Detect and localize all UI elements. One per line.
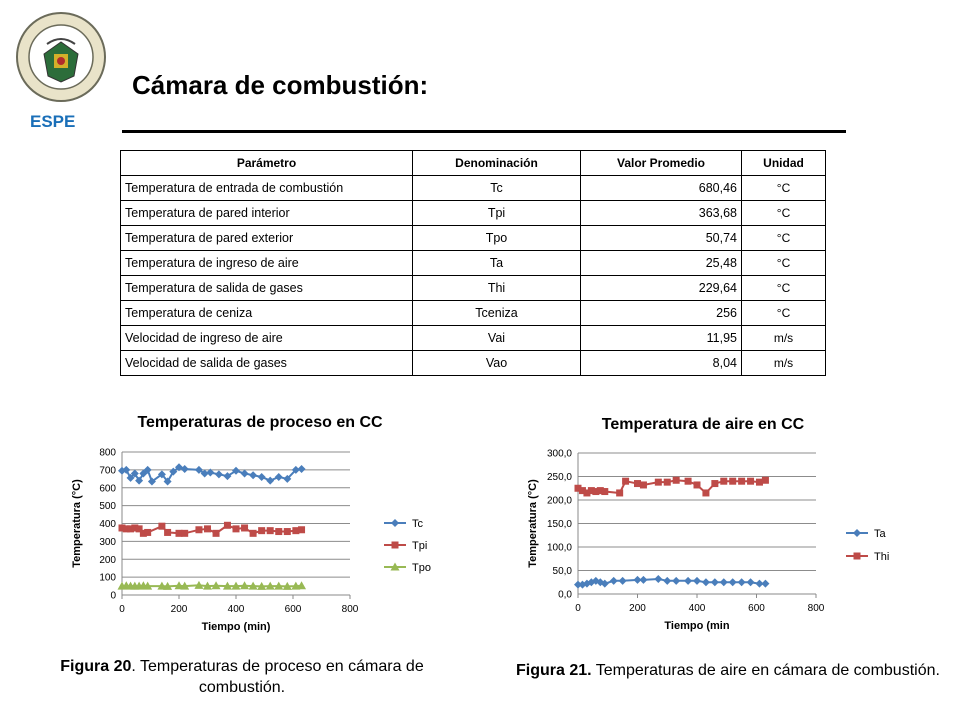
legend-marker bbox=[854, 553, 861, 560]
cell-valor: 363,68 bbox=[581, 201, 742, 226]
x-axis-label: Tiempo (min) bbox=[201, 621, 271, 633]
chart1-title: Temperaturas de proceso en CC bbox=[137, 414, 383, 431]
y-tick-label: 200 bbox=[99, 554, 116, 566]
data-point-ta bbox=[702, 578, 710, 586]
cell-valor: 8,04 bbox=[581, 351, 742, 376]
cell-parametro: Temperatura de entrada de combustión bbox=[121, 176, 413, 201]
data-point-tpi bbox=[250, 530, 257, 537]
figure-20-caption bbox=[20, 656, 464, 698]
y-tick-label: 200,0 bbox=[546, 495, 572, 507]
data-point-ta bbox=[711, 578, 719, 586]
data-point-ta bbox=[684, 577, 692, 585]
x-tick-label: 200 bbox=[170, 604, 188, 615]
figure-20-label: Figura 20 bbox=[60, 658, 132, 675]
data-point-tpi bbox=[298, 526, 305, 533]
cell-valor: 25,48 bbox=[581, 251, 742, 276]
cell-unidad: m/s bbox=[742, 351, 826, 376]
legend-label: Thi bbox=[874, 551, 890, 563]
data-point-thi bbox=[694, 481, 701, 488]
y-tick-label: 600 bbox=[99, 483, 116, 495]
header-denominacion: Denominación bbox=[413, 151, 581, 176]
y-tick-label: 100,0 bbox=[546, 542, 572, 554]
parameters-table bbox=[120, 150, 826, 376]
cell-parametro: Temperatura de pared exterior bbox=[121, 226, 413, 251]
y-tick-label: 400 bbox=[99, 519, 116, 530]
data-point-tc bbox=[249, 471, 257, 479]
data-point-thi bbox=[655, 479, 662, 486]
data-point-ta bbox=[619, 577, 627, 585]
data-point-tc bbox=[266, 477, 274, 485]
cell-parametro: Temperatura de ingreso de aire bbox=[121, 251, 413, 276]
x-tick-label: 0 bbox=[575, 603, 581, 614]
cell-unidad: °C bbox=[742, 226, 826, 251]
page-title: Cámara de combustión: bbox=[132, 70, 429, 100]
cell-unidad: °C bbox=[742, 301, 826, 326]
y-tick-label: 800 bbox=[99, 447, 116, 459]
x-tick-label: 600 bbox=[748, 603, 765, 614]
cell-denominacion: Tpi bbox=[413, 201, 581, 226]
data-point-ta bbox=[693, 577, 701, 585]
x-axis-label: Tiempo (min bbox=[664, 620, 730, 632]
data-point-tpi bbox=[144, 529, 151, 536]
data-point-thi bbox=[729, 478, 736, 485]
data-point-thi bbox=[711, 480, 718, 487]
cell-parametro: Velocidad de salida de gases bbox=[121, 351, 413, 376]
figure-21-label: Figura 21. bbox=[516, 662, 592, 679]
x-tick-label: 200 bbox=[629, 603, 646, 614]
header-parametro: Parámetro bbox=[121, 151, 413, 176]
table-row bbox=[121, 201, 826, 226]
data-point-ta bbox=[639, 576, 647, 584]
data-point-thi bbox=[747, 478, 754, 485]
data-point-tpi bbox=[224, 522, 231, 529]
x-tick-label: 400 bbox=[688, 603, 706, 614]
legend-marker bbox=[853, 529, 861, 537]
table-row bbox=[121, 326, 826, 351]
legend-label: Ta bbox=[874, 528, 886, 540]
cell-valor: 229,64 bbox=[581, 276, 742, 301]
data-point-thi bbox=[664, 479, 671, 486]
table-row bbox=[121, 226, 826, 251]
org-abbrev: ESPE bbox=[30, 112, 76, 131]
data-point-tpi bbox=[158, 523, 165, 530]
legend-label: Tpo bbox=[412, 562, 431, 574]
data-point-tpi bbox=[181, 530, 188, 537]
data-point-thi bbox=[738, 478, 745, 485]
data-point-tc bbox=[275, 473, 283, 481]
y-tick-label: 0 bbox=[110, 590, 116, 602]
cell-denominacion: Ta bbox=[413, 251, 581, 276]
espe-logo bbox=[14, 10, 108, 104]
table-row bbox=[121, 176, 826, 201]
data-point-thi bbox=[685, 478, 692, 485]
cell-unidad: °C bbox=[742, 201, 826, 226]
cell-parametro: Temperatura de salida de gases bbox=[121, 276, 413, 301]
data-point-thi bbox=[673, 477, 680, 484]
x-tick-label: 800 bbox=[341, 604, 359, 615]
data-point-tpi bbox=[204, 525, 211, 532]
cell-unidad: m/s bbox=[742, 326, 826, 351]
y-tick-label: 300,0 bbox=[546, 448, 572, 460]
y-tick-label: 100 bbox=[99, 572, 116, 584]
cell-valor: 256 bbox=[581, 301, 742, 326]
header-valor-promedio: Valor Promedio bbox=[581, 151, 742, 176]
cell-parametro: Velocidad de ingreso de aire bbox=[121, 326, 413, 351]
data-point-tpi bbox=[233, 525, 240, 532]
cell-denominacion: Tceniza bbox=[413, 301, 581, 326]
legend-label: Tpi bbox=[412, 540, 428, 552]
x-tick-label: 400 bbox=[227, 604, 245, 615]
cell-parametro: Temperatura de ceniza bbox=[121, 301, 413, 326]
data-point-thi bbox=[720, 478, 727, 485]
data-point-thi bbox=[640, 481, 647, 488]
data-point-tpi bbox=[284, 528, 291, 535]
data-point-thi bbox=[702, 489, 709, 496]
x-tick-label: 600 bbox=[284, 604, 302, 615]
data-point-ta bbox=[720, 578, 728, 586]
y-tick-label: 50,0 bbox=[552, 566, 572, 577]
x-tick-label: 0 bbox=[119, 604, 125, 615]
data-point-ta bbox=[738, 578, 746, 586]
cell-denominacion: Tpo bbox=[413, 226, 581, 251]
cell-unidad: °C bbox=[742, 251, 826, 276]
figure-21-caption bbox=[510, 660, 946, 681]
data-point-ta bbox=[654, 575, 662, 583]
data-point-ta bbox=[610, 577, 618, 585]
table-row bbox=[121, 301, 826, 326]
data-point-ta bbox=[761, 580, 769, 588]
y-tick-label: 500 bbox=[99, 501, 116, 513]
data-point-tc bbox=[298, 465, 306, 473]
legend-marker bbox=[391, 519, 399, 527]
data-point-tpi bbox=[164, 529, 171, 536]
y-axis-label: Temperatura (°C) bbox=[527, 479, 539, 568]
cell-unidad: °C bbox=[742, 176, 826, 201]
table-row bbox=[121, 276, 826, 301]
cell-valor: 11,95 bbox=[581, 326, 742, 351]
data-point-tpi bbox=[258, 527, 265, 534]
air-temperature-chart bbox=[490, 440, 930, 645]
data-point-tc bbox=[258, 473, 266, 481]
data-point-thi bbox=[601, 488, 608, 495]
x-tick-label: 800 bbox=[807, 603, 825, 614]
title-divider bbox=[122, 130, 846, 133]
cell-denominacion: Vai bbox=[413, 326, 581, 351]
data-point-ta bbox=[672, 577, 680, 585]
data-point-thi bbox=[622, 478, 629, 485]
cell-valor: 680,46 bbox=[581, 176, 742, 201]
y-tick-label: 250,0 bbox=[546, 472, 572, 483]
y-axis-label: Temperatura (°C) bbox=[71, 479, 83, 568]
figure-20-text: . Temperaturas de proceso en cámara de combustión. bbox=[131, 658, 424, 696]
cell-parametro: Temperatura de pared interior bbox=[121, 201, 413, 226]
data-point-tpi bbox=[195, 526, 202, 533]
table-row bbox=[121, 351, 826, 376]
data-point-ta bbox=[663, 577, 671, 585]
cell-unidad: °C bbox=[742, 276, 826, 301]
data-point-ta bbox=[747, 578, 755, 586]
legend-label: Tc bbox=[412, 518, 423, 530]
data-point-tpi bbox=[267, 527, 274, 534]
y-tick-label: 300 bbox=[99, 536, 116, 548]
data-point-ta bbox=[729, 578, 737, 586]
chart2-title: Temperatura de aire en CC bbox=[601, 416, 805, 433]
legend-marker bbox=[392, 542, 399, 549]
y-tick-label: 150,0 bbox=[546, 519, 572, 530]
data-point-tpi bbox=[213, 530, 220, 537]
process-temperature-chart bbox=[60, 440, 480, 645]
table-row bbox=[121, 251, 826, 276]
cell-denominacion: Vao bbox=[413, 351, 581, 376]
figure-21-text: Temperaturas de aire en cámara de combustión. bbox=[591, 662, 940, 679]
cell-valor: 50,74 bbox=[581, 226, 742, 251]
data-point-thi bbox=[762, 477, 769, 484]
data-point-tc bbox=[241, 469, 249, 477]
cell-denominacion: Tc bbox=[413, 176, 581, 201]
data-point-thi bbox=[616, 489, 623, 496]
cell-denominacion: Thi bbox=[413, 276, 581, 301]
data-point-tc bbox=[215, 470, 223, 478]
table-header-row bbox=[121, 151, 826, 176]
data-point-tpi bbox=[275, 528, 282, 535]
header-unidad: Unidad bbox=[742, 151, 826, 176]
data-point-tpi bbox=[241, 524, 248, 531]
y-tick-label: 700 bbox=[99, 465, 116, 477]
y-tick-label: 0,0 bbox=[558, 589, 572, 601]
